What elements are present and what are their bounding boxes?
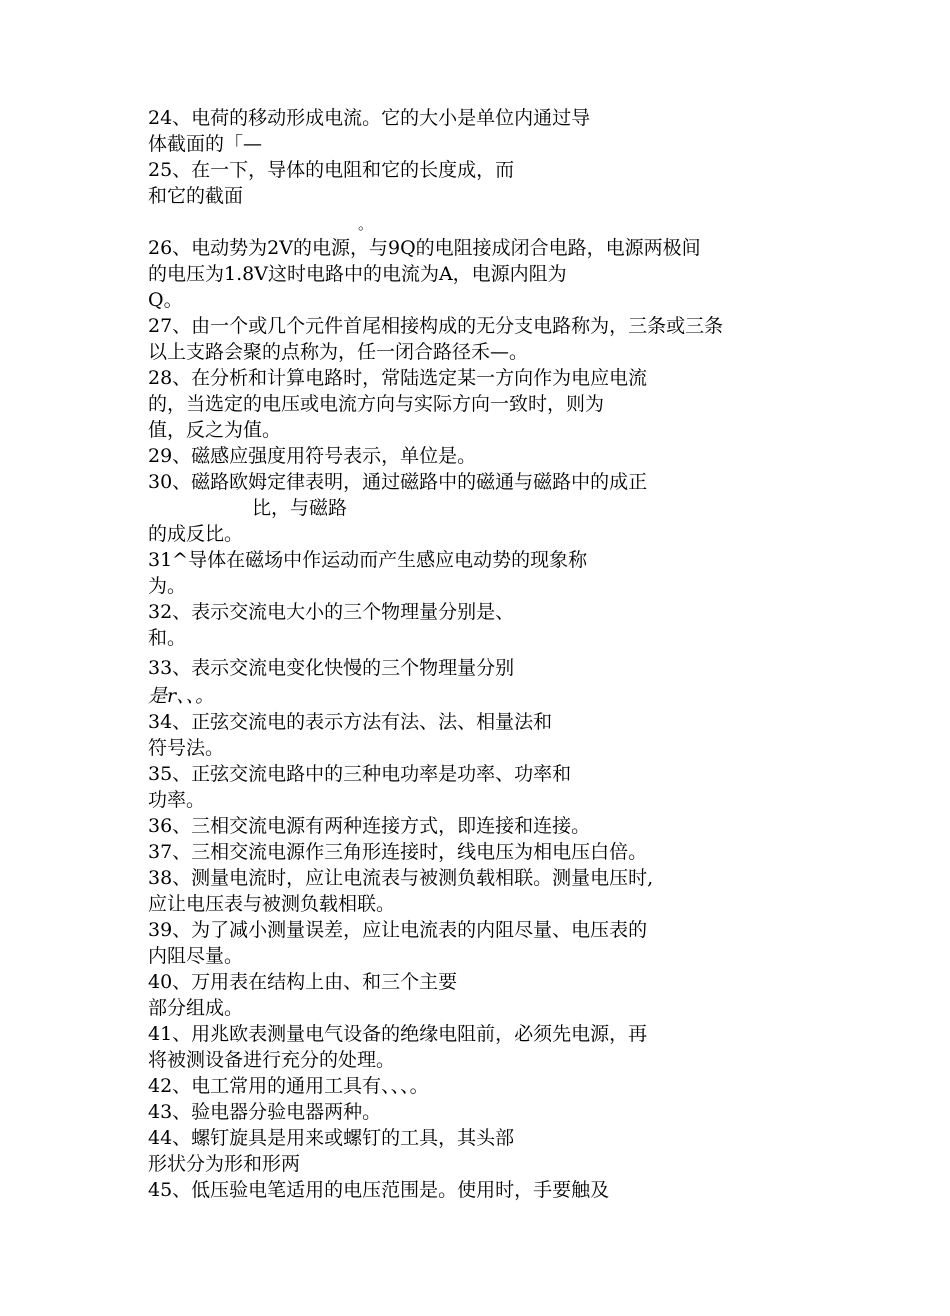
q30-line-1: 30、磁路欧姆定律表明，通过磁路中的磁通与磁路中的成正 <box>148 471 648 493</box>
q25-line-3: 。 <box>358 215 374 233</box>
q26-line-1: 26、电动势为2V的电源，与9Q的电阻接成闭合电路，电源两极间 <box>148 237 701 259</box>
q32-line-2: 和。 <box>148 627 187 649</box>
q37-line-1: 37、三相交流电源作三角形连接时，线电压为相电压白倍。 <box>148 841 648 863</box>
q33-line-1: 33、表示交流电变化快慢的三个物理量分别 <box>148 657 515 679</box>
q33-line-2: 是r、、。 <box>148 685 215 707</box>
q24-line-2: 体截面的「— <box>148 133 263 155</box>
q38-line-1: 38、测量电流时，应让电流表与被测负载相联。测量电压时, <box>148 867 654 889</box>
q32-line-1: 32、表示交流电大小的三个物理量分别是、 <box>148 601 515 623</box>
q25-line-2: 和它的截面 <box>148 185 244 207</box>
q26-line-3: Q。 <box>148 289 183 311</box>
q40-line-1: 40、万用表在结构上由、和三个主要 <box>148 971 458 993</box>
q26-line-2: 的电压为1.8V这时电路中的电流为A，电源内阻为 <box>148 263 567 285</box>
q30-line-2: 比，与磁路 <box>252 497 348 519</box>
q31-line-2: 为。 <box>148 575 187 597</box>
q41-line-1: 41、用兆欧表测量电气设备的绝缘电阻前，必须先电源，再 <box>148 1023 648 1045</box>
q34-line-1: 34、正弦交流电的表示方法有法、法、相量法和 <box>148 711 553 733</box>
q38-line-2: 应让电压表与被测负载相联。 <box>148 893 396 915</box>
q44-line-2: 形状分为形和形两 <box>148 1153 301 1175</box>
q40-line-2: 部分组成。 <box>148 997 244 1019</box>
q45-line-1: 45、低压验电笔适用的电压范围是。使用时，手要触及 <box>148 1179 610 1201</box>
q28-line-2: 的，当选定的电压或电流方向与实际方向一致时，则为 <box>148 393 605 415</box>
q35-line-1: 35、正弦交流电路中的三种电功率是功率、功率和 <box>148 763 572 785</box>
q25-line-1: 25、在一下，导体的电阻和它的长度成，而 <box>148 159 515 181</box>
q29-line-1: 29、磁感应强度用符号表示，单位是。 <box>148 445 477 467</box>
q36-line-1: 36、三相交流电源有两种连接方式，即连接和连接。 <box>148 815 591 837</box>
q42-line-1: 42、电工常用的通用工具有、、、。 <box>148 1075 429 1097</box>
q28-line-1: 28、在分析和计算电路时，常陆选定某一方向作为电应电流 <box>148 367 648 389</box>
q39-line-1: 39、为了减小测量误差，应让电流表的内阻尽量、电压表的 <box>148 919 648 941</box>
q43-line-1: 43、验电器分验电器两种。 <box>148 1101 382 1123</box>
q35-line-2: 功率。 <box>148 789 206 811</box>
q41-line-2: 将被测设备进行充分的处理。 <box>148 1049 396 1071</box>
q39-line-2: 内阻尽量。 <box>148 945 244 967</box>
q28-line-3: 值，反之为值。 <box>148 419 282 441</box>
q27-line-2: 以上支路会聚的点称为，任一闭合路径禾—。 <box>148 341 529 363</box>
q31-line-1: 31^导体在磁场中作运动而产生感应电动势的现象称 <box>148 549 588 571</box>
q34-line-2: 符号法。 <box>148 737 225 759</box>
q44-line-1: 44、螺钉旋具是用来或螺钉的工具，其头部 <box>148 1127 515 1149</box>
q30-line-3: 的成反比。 <box>148 523 244 545</box>
q27-line-1: 27、由一个或几个元件首尾相接构成的无分支电路称为，三条或三条 <box>148 315 724 337</box>
q24-line-1: 24、电荷的移动形成电流。它的大小是单位内通过导 <box>148 107 591 129</box>
